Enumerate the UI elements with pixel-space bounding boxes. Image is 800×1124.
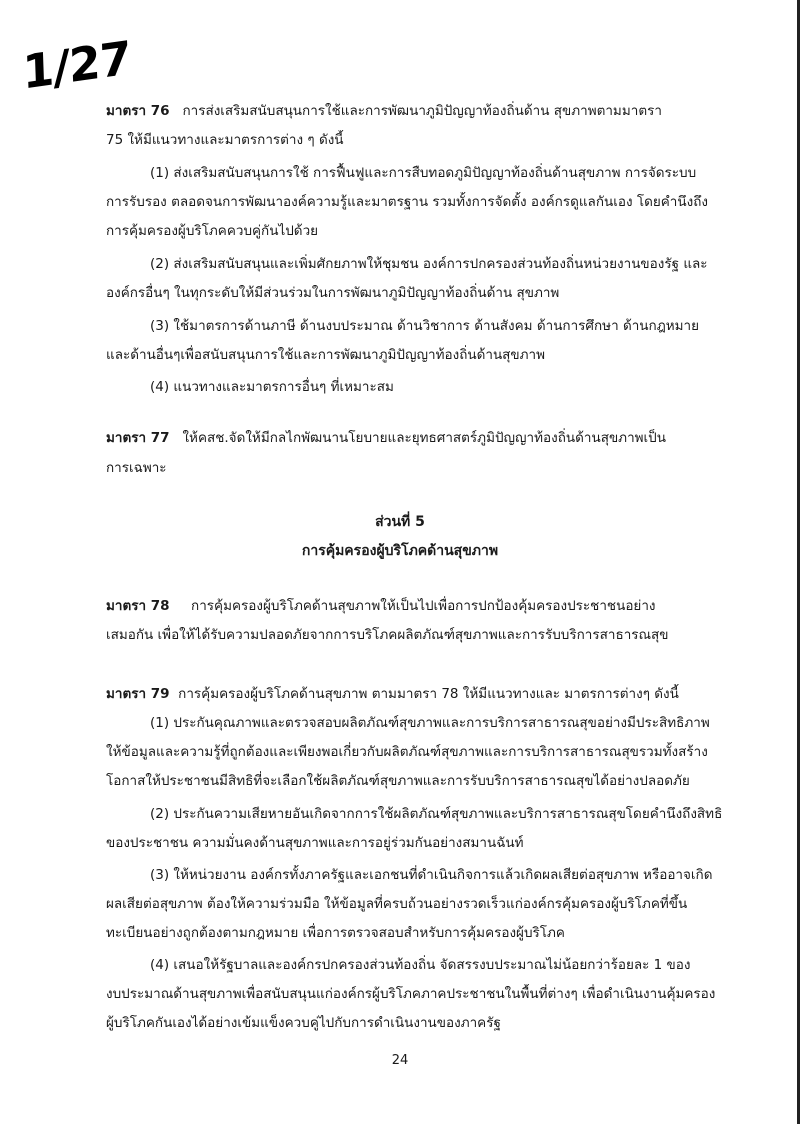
section-76-item-4a: (4) แนวทางและมาตรการอื่นๆ ที่เหมาะสม — [150, 379, 394, 395]
section-76-item-3a: (3) ใช้มาตรการด้านภาษี ด้านงบประมาณ ด้านวิชาการ ด้านสังคม ด้านการศึกษา ด้านกฎหมาย — [150, 318, 700, 334]
section-76-label: มาตรา 76 — [106, 103, 170, 119]
section-77-text-1: ให้คสช.จัดให้มีกลไกพัฒนานโยบายและยุทธศาสตร์ภูมิปัญญาท้องถิ่นด้านสุขภาพเป็น — [182, 430, 666, 446]
page-number: 24 — [391, 1053, 409, 1068]
section-79-item-3b: ผลเสียต่อสุขภาพ ต้องให้ความร่วมมือ ให้ข้อมูลที่ครบถ้วนอย่างรวดเร็วแก่องค์กรคุ้มครองผู้บริโภคที่ขึ้น — [106, 896, 688, 912]
section-76-item-3b: และด้านอื่นๆเพื่อสนับสนุนการใช้และการพัฒนาภูมิปัญญาท้องถิ่นด้านสุขภาพ — [106, 347, 546, 363]
section-79-item-1c: โอกาสให้ประชาชนมีสิทธิที่จะเลือกใช้ผลิตภัณฑ์สุขภาพและการรับบริการสาธารณสุขได้อย่างปลอดภัย — [106, 773, 690, 789]
part-title-heading: การคุ้มครองผู้บริโภคด้านสุขภาพ — [301, 543, 499, 559]
section-79-item-1a: (1) ประกันคุณภาพและตรวจสอบผลิตภัณฑ์สุขภาพและการบริการสาธารณสุขอย่างมีประสิทธิภาพ — [150, 715, 710, 731]
section-76-item-2b: องค์กรอื่นๆ ในทุกระดับให้มีส่วนร่วมในการพัฒนาภูมิปัญญาท้องถิ่นด้าน สุขภาพ — [106, 285, 560, 301]
section-76-line-2: 75 ให้มีแนวทางและมาตรการต่าง ๆ ดังนี้ — [106, 132, 344, 148]
section-77-line-1 — [106, 428, 746, 448]
section-79-item-2b: ของประชาชน ความมั่นคงด้านสุขภาพและการอยู่ร่วมกันอย่างสมานฉันท์ — [106, 835, 524, 851]
section-76-text-1: การส่งเสริมสนับสนุนการใช้และการพัฒนาภูมิปัญญาท้องถิ่นด้าน สุขภาพตามมาตรา — [182, 103, 662, 119]
part-number-heading: ส่วนที่ 5 — [375, 514, 425, 530]
section-79-item-4c: ผู้บริโภคกันเองได้อย่างเข้มแข็งควบคู่ไปกับการดำเนินงานของภาครัฐ — [106, 1015, 501, 1031]
section-79-item-4b: งบประมาณด้านสุขภาพเพื่อสนับสนุนแก่องค์กรผู้บริโภคภาคประชาชนในพื้นที่ต่างๆ เพื่อดำเนินงานคุ้มครอง — [106, 986, 716, 1002]
section-79-item-2a: (2) ประกันความเสียหายอันเกิดจากการใช้ผลิตภัณฑ์สุขภาพและบริการสาธารณสุขโดยคำนึงถึงสิทธิ — [150, 806, 723, 822]
section-79-item-3c: ทะเบียนอย่างถูกต้องตามกฎหมาย เพื่อการตรวจสอบสำหรับการคุ้มครองผู้บริโภค — [106, 925, 565, 941]
section-79-item-4a: (4) เสนอให้รัฐบาลและองค์กรปกครองส่วนท้องถิ่น จัดสรรงบประมาณไม่น้อยกว่าร้อยละ 1 ของ — [150, 957, 691, 973]
section-76-line-1 — [106, 101, 746, 121]
section-78-label: มาตรา 78 — [106, 598, 170, 614]
section-79-item-1b: ให้ข้อมูลและความรู้ที่ถูกต้องและเพียงพอเกี่ยวกับผลิตภัณฑ์สุขภาพและการบริการสาธารณสุขรวมทั้งสร้าง — [106, 744, 708, 760]
section-79-text-1: การคุ้มครองผู้บริโภคด้านสุขภาพ ตามมาตรา 78 ให้มีแนวทางและ มาตรการต่างๆ ดังนี้ — [178, 686, 679, 702]
section-78-line-1 — [106, 596, 746, 616]
section-79-item-3a: (3) ให้หน่วยงาน องค์กรทั้งภาครัฐและเอกชนที่ดำเนินกิจการแล้วเกิดผลเสียต่อสุขภาพ หรืออาจเกิด — [150, 867, 713, 883]
section-77-label: มาตรา 77 — [106, 430, 170, 446]
section-78-text-1: การคุ้มครองผู้บริโภคด้านสุขภาพให้เป็นไปเพื่อการปกป้องคุ้มครองประชาชนอย่าง — [191, 598, 656, 614]
section-78-line-2: เสมอกัน เพื่อให้ได้รับความปลอดภัยจากการบริโภคผลิตภัณฑ์สุขภาพและการรับบริการสาธารณสุข — [106, 627, 669, 643]
section-76-item-1c: การคุ้มครองผู้บริโภคควบคู่กันไปด้วย — [106, 223, 319, 239]
section-77-line-2: การเฉพาะ — [106, 460, 167, 476]
handwritten-page-mark: 1/27 — [21, 30, 132, 100]
section-79-line-1 — [106, 684, 746, 704]
section-76-item-2a: (2) ส่งเสริมสนับสนุนและเพิ่มศักยภาพให้ชุมชน องค์การปกครองส่วนท้องถิ่นหน่วยงานของรัฐ และ — [150, 256, 708, 272]
section-76-item-1b: การรับรอง ตลอดจนการพัฒนาองค์ความรู้และมาตรฐาน รวมทั้งการจัดตั้ง องค์กรดูแลกันเอง โดยคำนึงถึง — [106, 194, 708, 210]
section-76-item-1a: (1) ส่งเสริมสนับสนุนการใช้ การฟื้นฟูและการสืบทอดภูมิปัญญาท้องถิ่นด้านสุขภาพ การจัดระบบ — [150, 165, 697, 181]
section-79-label: มาตรา 79 — [106, 686, 170, 702]
